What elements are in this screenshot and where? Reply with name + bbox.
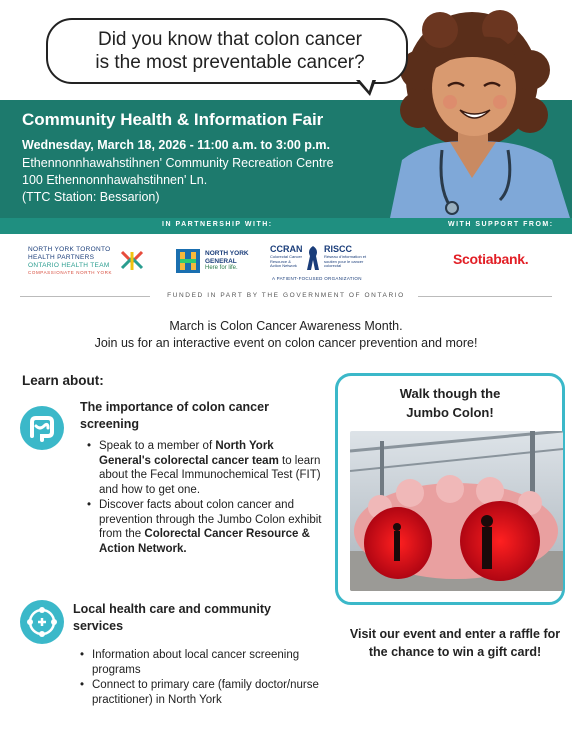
section-screening-title: The importance of colon cancer screening bbox=[80, 400, 269, 431]
bubble-line-2: is the most preventable cancer? bbox=[95, 52, 365, 73]
venue bbox=[22, 155, 334, 206]
nurse-illustration bbox=[380, 10, 572, 218]
funded-statement: FUNDED IN PART BY THE GOVERNMENT OF ONTARIO bbox=[167, 292, 405, 299]
list-item: • Information about local cancer screening programs bbox=[80, 648, 330, 677]
nyt-health-partners-logo: NORTH YORK TORONTO HEALTH PARTNERS ONTARIO HEALTH TEAM COMPASSIONATE NORTH YORK bbox=[28, 246, 148, 276]
intro bbox=[0, 318, 572, 352]
section-services-list bbox=[80, 648, 330, 708]
nyg-logo: NORTH YORK GENERAL Here for life. bbox=[175, 248, 255, 276]
section-services-title: Local health care and community services bbox=[73, 602, 271, 633]
nyg-mark-icon bbox=[175, 248, 201, 274]
nyt-mark-icon bbox=[120, 248, 144, 272]
partnership-label: IN PARTNERSHIP WITH: bbox=[162, 221, 273, 228]
list-item: • Connect to primary care (family doctor/nurse practitioner) in North York bbox=[80, 678, 330, 707]
bubble-line-1: Did you know that colon cancer bbox=[97, 29, 363, 50]
intro-line-2: Join us for an interactive event on colon cancer prevention and more! bbox=[94, 336, 478, 350]
venue-address: 100 Ethennonnhawahstihnen' Ln. bbox=[22, 173, 208, 187]
ribbon-icon bbox=[306, 244, 320, 272]
section-screening-list bbox=[87, 439, 322, 557]
jumbo-colon-photo bbox=[350, 431, 563, 591]
raffle-message: Visit our event and enter a raffle for the chance to win a gift card! bbox=[349, 627, 561, 659]
intro-line-1: March is Colon Cancer Awareness Month. bbox=[169, 319, 403, 333]
health-network-icon bbox=[20, 600, 64, 644]
list-item: • Discover facts about colon cancer and prevention through the Jumbo Colon exhibit from the Colorectal Cancer Resource & Action Network. bbox=[87, 498, 322, 556]
intestine-icon bbox=[20, 406, 64, 450]
venue-name: Ethennonnhawahstihnen' Community Recreation Centre bbox=[22, 156, 334, 170]
event-date-time: Wednesday, March 18, 2026 - 11:00 a.m. to 3:00 p.m. bbox=[22, 138, 331, 152]
list-item: • Speak to a member of North York General's colorectal cancer team to learn about the Fecal Immunochemical Test (FIT) and how to get one. bbox=[87, 439, 322, 497]
bubble-text bbox=[60, 28, 400, 74]
venue-transit: (TTC Station: Bessarion) bbox=[22, 190, 160, 204]
support-label: WITH SUPPORT FROM: bbox=[448, 221, 554, 228]
jumbo-colon-title: Walk though the Jumbo Colon! bbox=[399, 386, 501, 420]
learn-about-heading: Learn about: bbox=[22, 373, 104, 388]
ccran-logo: CCRAN RISCC Colorectal Cancer Resource & Action Network Réseau d'information et soutien pour le cancer colorectal A PATIENT-FOCUSED ORGANIZATION bbox=[270, 244, 367, 281]
scotiabank-logo: Scotiabank. bbox=[453, 251, 529, 267]
fair-title: Community Health & Information Fair bbox=[22, 110, 324, 129]
